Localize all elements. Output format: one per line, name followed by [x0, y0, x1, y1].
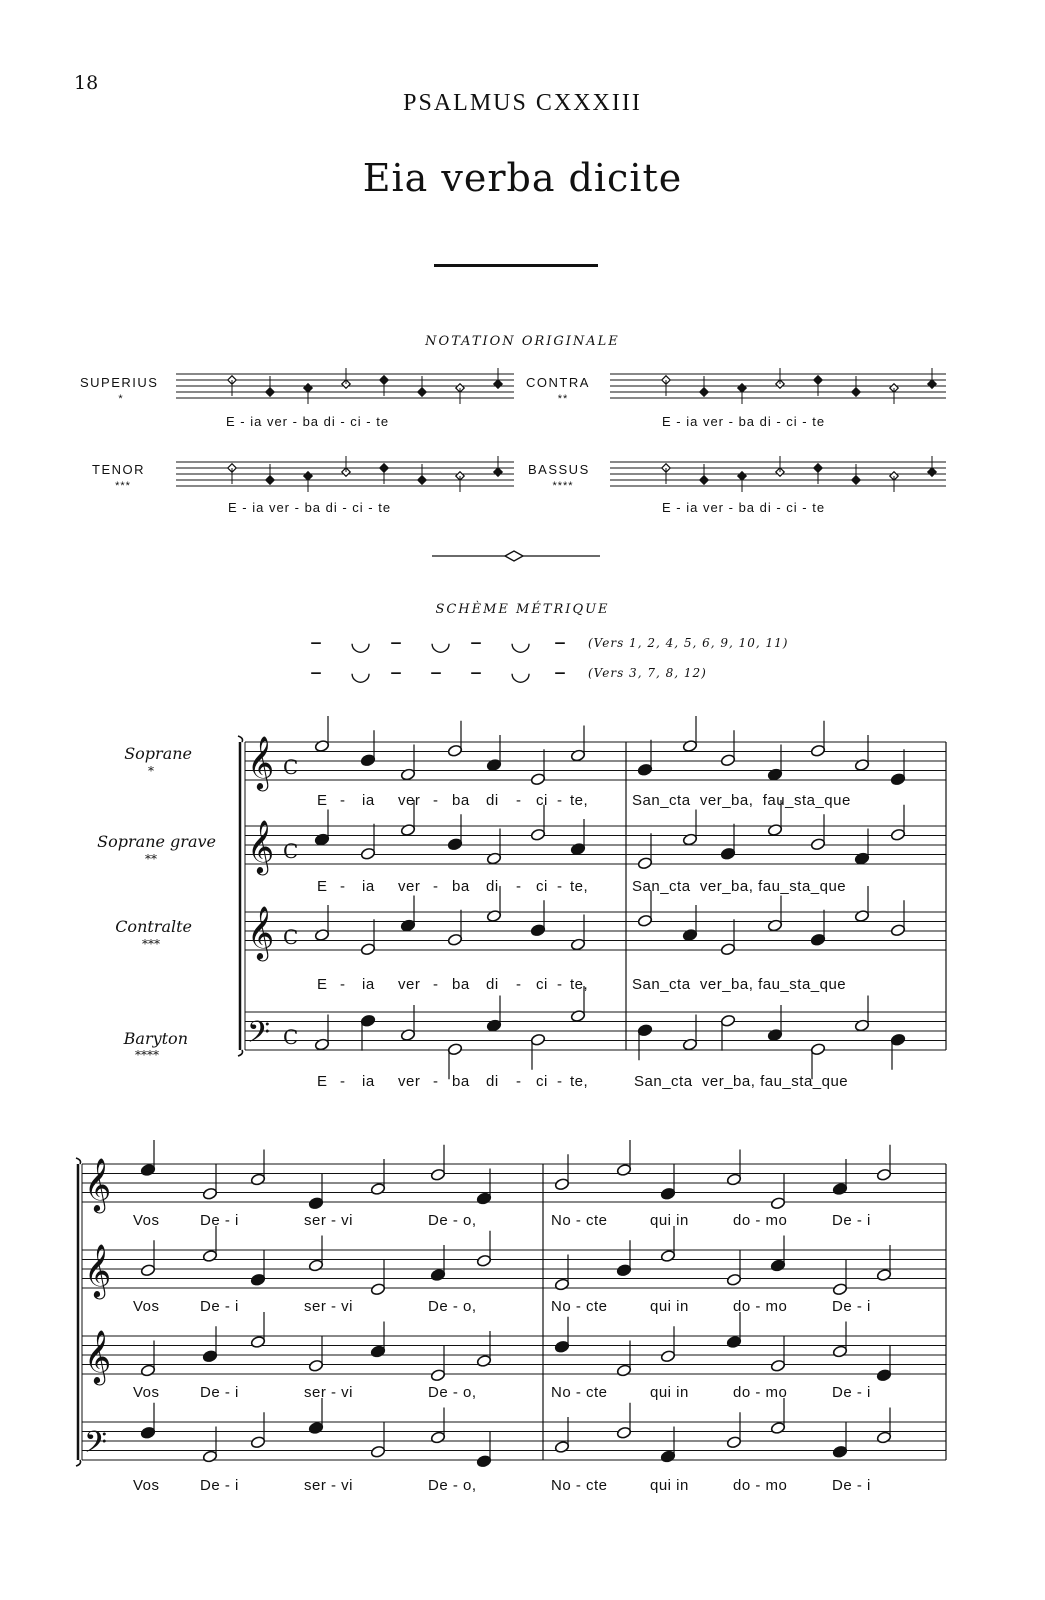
- time-signature: C: [283, 1025, 299, 1049]
- note: [530, 773, 545, 786]
- note: [810, 838, 825, 851]
- note: [637, 857, 652, 870]
- syllable: E: [317, 878, 328, 895]
- note: [876, 1168, 891, 1181]
- note: [810, 1043, 825, 1056]
- syllable: do - mo: [733, 1298, 788, 1315]
- treble-clef: 𝄞: [247, 735, 275, 789]
- voice-contra-stars: **: [557, 393, 569, 405]
- syllable: do - mo: [733, 1212, 788, 1229]
- syllable: ia: [362, 878, 375, 895]
- syllable: -: [340, 792, 346, 809]
- meter-symbol: ◡: [430, 628, 451, 656]
- meter-symbol: ◡: [350, 628, 371, 656]
- syllable: ci: [536, 1073, 548, 1090]
- note: [202, 1187, 217, 1200]
- syllable: te,: [570, 792, 589, 809]
- syllable: E: [317, 976, 328, 993]
- syllable: qui in: [650, 1298, 689, 1315]
- note: [140, 1426, 155, 1439]
- time-signature: C: [283, 839, 299, 863]
- note: [400, 1028, 415, 1041]
- note: [430, 1369, 445, 1382]
- note: [854, 1019, 869, 1032]
- note: [767, 919, 782, 932]
- note: [314, 739, 329, 752]
- syllable: Vos: [133, 1212, 160, 1229]
- measure2-lyrics: San_cta ver_ba, fau_sta_que: [634, 1073, 849, 1090]
- measure2-lyrics: San_cta ver_ba, fau_sta_que: [632, 976, 847, 993]
- note: [637, 914, 652, 927]
- syllable: No - cte: [551, 1384, 608, 1401]
- syllable: ser - vi: [304, 1384, 353, 1401]
- syllable: No - cte: [551, 1477, 608, 1494]
- note: [370, 1182, 385, 1195]
- syllable: ser - vi: [304, 1477, 353, 1494]
- treble-clef: 𝄞: [247, 905, 275, 959]
- syllable: ver: [398, 976, 421, 993]
- voice-bassus: BASSUS: [528, 462, 590, 477]
- voice-tenor-stars: ***: [115, 480, 131, 492]
- note: [854, 909, 869, 922]
- time-signature: C: [283, 755, 299, 779]
- note: [616, 1163, 631, 1176]
- syllable: ci: [536, 792, 548, 809]
- meter-symbol: ◡: [510, 628, 531, 656]
- syllable: Vos: [133, 1477, 160, 1494]
- note: [530, 828, 545, 841]
- voice-soprane-stars: *: [148, 764, 154, 778]
- note: [682, 928, 697, 941]
- syllable: -: [433, 792, 439, 809]
- note: [530, 924, 545, 937]
- meter-symbol: –: [310, 658, 322, 686]
- note: [554, 1340, 569, 1353]
- note: [660, 1187, 675, 1200]
- notation-heading: NOTATION ORIGINALE: [425, 334, 620, 349]
- syllable: ia: [362, 976, 375, 993]
- note: [890, 1033, 905, 1046]
- syllable: -: [516, 976, 522, 993]
- syllable: De - o,: [428, 1212, 477, 1229]
- note: [308, 1259, 323, 1272]
- syllable: De - i: [832, 1477, 871, 1494]
- note: [726, 1436, 741, 1449]
- note: [314, 1038, 329, 1051]
- syllable: di: [486, 792, 499, 809]
- syllable: -: [433, 878, 439, 895]
- note: [400, 919, 415, 932]
- meter-symbol: –: [390, 628, 402, 656]
- note: [876, 1431, 891, 1444]
- note: [486, 852, 501, 865]
- syllable: di: [486, 976, 499, 993]
- note: [810, 744, 825, 757]
- note: [447, 838, 462, 851]
- note: [370, 1283, 385, 1296]
- note: [554, 1178, 569, 1191]
- note: [770, 1421, 785, 1434]
- note: [430, 1431, 445, 1444]
- syllable: do - mo: [733, 1384, 788, 1401]
- note: [430, 1168, 445, 1181]
- syllable: -: [433, 1073, 439, 1090]
- syllable: ver: [398, 1073, 421, 1090]
- syllable: te,: [570, 878, 589, 895]
- note: [447, 1043, 462, 1056]
- meter-symbol: –: [310, 628, 322, 656]
- ornament-diamond: [505, 551, 523, 561]
- note: [570, 749, 585, 762]
- note: [308, 1359, 323, 1372]
- staves: [78, 374, 946, 1460]
- note: [250, 1173, 265, 1186]
- note: [616, 1264, 631, 1277]
- syllable: De - i: [200, 1212, 239, 1229]
- syllable: di: [486, 1073, 499, 1090]
- syllable: -: [557, 976, 563, 993]
- note: [370, 1345, 385, 1358]
- syllable: ba: [452, 1073, 470, 1090]
- note: [570, 1009, 585, 1022]
- page-number: 18: [74, 72, 99, 94]
- note: [832, 1345, 847, 1358]
- syllable: -: [340, 878, 346, 895]
- notation-marks: [76, 368, 936, 1468]
- treble-clef: 𝄞: [247, 819, 275, 873]
- syllable: ba: [452, 792, 470, 809]
- note: [720, 754, 735, 767]
- voice-contra: CONTRA: [526, 375, 590, 390]
- note: [140, 1364, 155, 1377]
- note: [308, 1421, 323, 1434]
- meter-symbol: ◡: [510, 658, 531, 686]
- note: [360, 847, 375, 860]
- note: [890, 773, 905, 786]
- treble-clef: 𝄞: [84, 1243, 112, 1297]
- syllable: De - i: [200, 1477, 239, 1494]
- note: [570, 938, 585, 951]
- bassus-lyrics: E - ia ver - ba di - ci - te: [662, 500, 826, 515]
- bass-clef: 𝄢: [247, 1016, 271, 1057]
- syllable: -: [433, 976, 439, 993]
- note: [832, 1182, 847, 1195]
- meter-symbol: –: [470, 658, 482, 686]
- syllable: -: [340, 976, 346, 993]
- note: [250, 1436, 265, 1449]
- note: [202, 1450, 217, 1463]
- note: [660, 1249, 675, 1262]
- syllable: te,: [570, 976, 589, 993]
- note: [682, 833, 697, 846]
- voice-contralte-stars: ***: [142, 937, 160, 951]
- syllable: te,: [570, 1073, 589, 1090]
- voice-soprane-grave: Soprane grave: [97, 832, 216, 851]
- note: [720, 1014, 735, 1027]
- tenor-lyrics: E - ia ver - ba di - ci - te: [228, 500, 392, 515]
- voice-superius-stars: *: [118, 393, 124, 405]
- note: [616, 1364, 631, 1377]
- syllable: qui in: [650, 1384, 689, 1401]
- syllable: di: [486, 878, 499, 895]
- note: [250, 1335, 265, 1348]
- note: [554, 1278, 569, 1291]
- note: [770, 1359, 785, 1372]
- bass-clef: 𝄢: [84, 1426, 108, 1467]
- syllable: De - i: [200, 1384, 239, 1401]
- note: [767, 768, 782, 781]
- piece-title: Eia verba dicite: [362, 156, 683, 200]
- voice-superius: SUPERIUS: [80, 375, 159, 390]
- note: [682, 739, 697, 752]
- syllable: E: [317, 1073, 328, 1090]
- note: [486, 758, 501, 771]
- note: [767, 823, 782, 836]
- syllable: De - i: [832, 1384, 871, 1401]
- syllable: -: [557, 1073, 563, 1090]
- syllable: ver: [398, 878, 421, 895]
- voice-contralte: Contralte: [115, 917, 192, 936]
- note: [140, 1264, 155, 1277]
- syllable: ia: [362, 1073, 375, 1090]
- syllable: De - o,: [428, 1384, 477, 1401]
- syllable: -: [516, 792, 522, 809]
- voice-tenor: TENOR: [92, 462, 145, 477]
- treble-clef: 𝄞: [84, 1157, 112, 1211]
- syllable: Vos: [133, 1298, 160, 1315]
- note: [250, 1273, 265, 1286]
- note: [890, 924, 905, 937]
- note: [486, 1019, 501, 1032]
- syllable: De - i: [832, 1298, 871, 1315]
- note: [832, 1283, 847, 1296]
- voice-baryton-stars: ****: [135, 1048, 159, 1062]
- note: [726, 1335, 741, 1348]
- syllable: ser - vi: [304, 1212, 353, 1229]
- syllable: De - o,: [428, 1477, 477, 1494]
- voice-bassus-stars: ****: [552, 480, 574, 492]
- note: [430, 1268, 445, 1281]
- note: [447, 933, 462, 946]
- note: [810, 933, 825, 946]
- scheme-heading: SCHÈME MÉTRIQUE: [435, 602, 610, 617]
- note: [720, 847, 735, 860]
- voice-soprane-grave-stars: **: [145, 852, 157, 866]
- syllable: E: [317, 792, 328, 809]
- note: [476, 1455, 491, 1468]
- note: [770, 1197, 785, 1210]
- note: [720, 943, 735, 956]
- note: [360, 943, 375, 956]
- note: [570, 842, 585, 855]
- meter-verses: (Vers 1, 2, 4, 5, 6, 9, 10, 11): [588, 636, 789, 650]
- note: [476, 1354, 491, 1367]
- syllable: ia: [362, 792, 375, 809]
- meter-symbol: –: [430, 658, 442, 686]
- syllable: -: [340, 1073, 346, 1090]
- meter-symbol: –: [554, 658, 566, 686]
- syllable: No - cte: [551, 1212, 608, 1229]
- meter-verses: (Vers 3, 7, 8, 12): [588, 666, 707, 680]
- meter-symbol: –: [554, 628, 566, 656]
- meter-symbol: ◡: [350, 658, 371, 686]
- note: [447, 744, 462, 757]
- note: [660, 1350, 675, 1363]
- syllable: De - i: [200, 1298, 239, 1315]
- note: [530, 1033, 545, 1046]
- syllable: -: [557, 878, 563, 895]
- note: [308, 1197, 323, 1210]
- note: [660, 1450, 675, 1463]
- note: [360, 754, 375, 767]
- note: [767, 1028, 782, 1041]
- note: [890, 828, 905, 841]
- psalm-heading: PSALMUS CXXXIII: [403, 90, 642, 116]
- note: [400, 768, 415, 781]
- syllable: ci: [536, 976, 548, 993]
- note: [360, 1014, 375, 1027]
- voice-baryton: Baryton: [123, 1029, 188, 1048]
- note: [554, 1440, 569, 1453]
- syllable: De - i: [832, 1212, 871, 1229]
- measure2-lyrics: San_cta ver_ba, fau_sta_que: [632, 878, 847, 895]
- voice-soprane: Soprane: [124, 744, 192, 763]
- syllable: ba: [452, 878, 470, 895]
- syllable: ba: [452, 976, 470, 993]
- syllable: -: [516, 1073, 522, 1090]
- note: [876, 1268, 891, 1281]
- note: [314, 833, 329, 846]
- note: [726, 1273, 741, 1286]
- note: [726, 1173, 741, 1186]
- treble-clef: 𝄞: [84, 1329, 112, 1383]
- note: [476, 1254, 491, 1267]
- syllable: qui in: [650, 1477, 689, 1494]
- note: [770, 1259, 785, 1272]
- syllable: -: [557, 792, 563, 809]
- syllable: ver: [398, 792, 421, 809]
- syllable: qui in: [650, 1212, 689, 1229]
- syllable: De - o,: [428, 1298, 477, 1315]
- syllable: ci: [536, 878, 548, 895]
- note: [400, 823, 415, 836]
- superius-lyrics: E - ia ver - ba di - ci - te: [226, 414, 390, 429]
- note: [476, 1192, 491, 1205]
- syllable: -: [516, 878, 522, 895]
- note: [140, 1163, 155, 1176]
- contra-lyrics: E - ia ver - ba di - ci - te: [662, 414, 826, 429]
- note: [202, 1249, 217, 1262]
- note: [854, 852, 869, 865]
- note: [202, 1350, 217, 1363]
- meter-symbol: –: [390, 658, 402, 686]
- note: [370, 1445, 385, 1458]
- note: [876, 1369, 891, 1382]
- note: [682, 1038, 697, 1051]
- note: [486, 909, 501, 922]
- note: [637, 1024, 652, 1037]
- measure2-lyrics: San_cta ver_ba, fau_sta_que: [632, 792, 851, 809]
- syllable: No - cte: [551, 1298, 608, 1315]
- syllable: Vos: [133, 1384, 160, 1401]
- note: [616, 1426, 631, 1439]
- note: [854, 758, 869, 771]
- note: [314, 928, 329, 941]
- time-signature: C: [283, 925, 299, 949]
- syllable: ser - vi: [304, 1298, 353, 1315]
- note: [637, 763, 652, 776]
- note: [832, 1445, 847, 1458]
- syllable: do - mo: [733, 1477, 788, 1494]
- meter-symbol: –: [470, 628, 482, 656]
